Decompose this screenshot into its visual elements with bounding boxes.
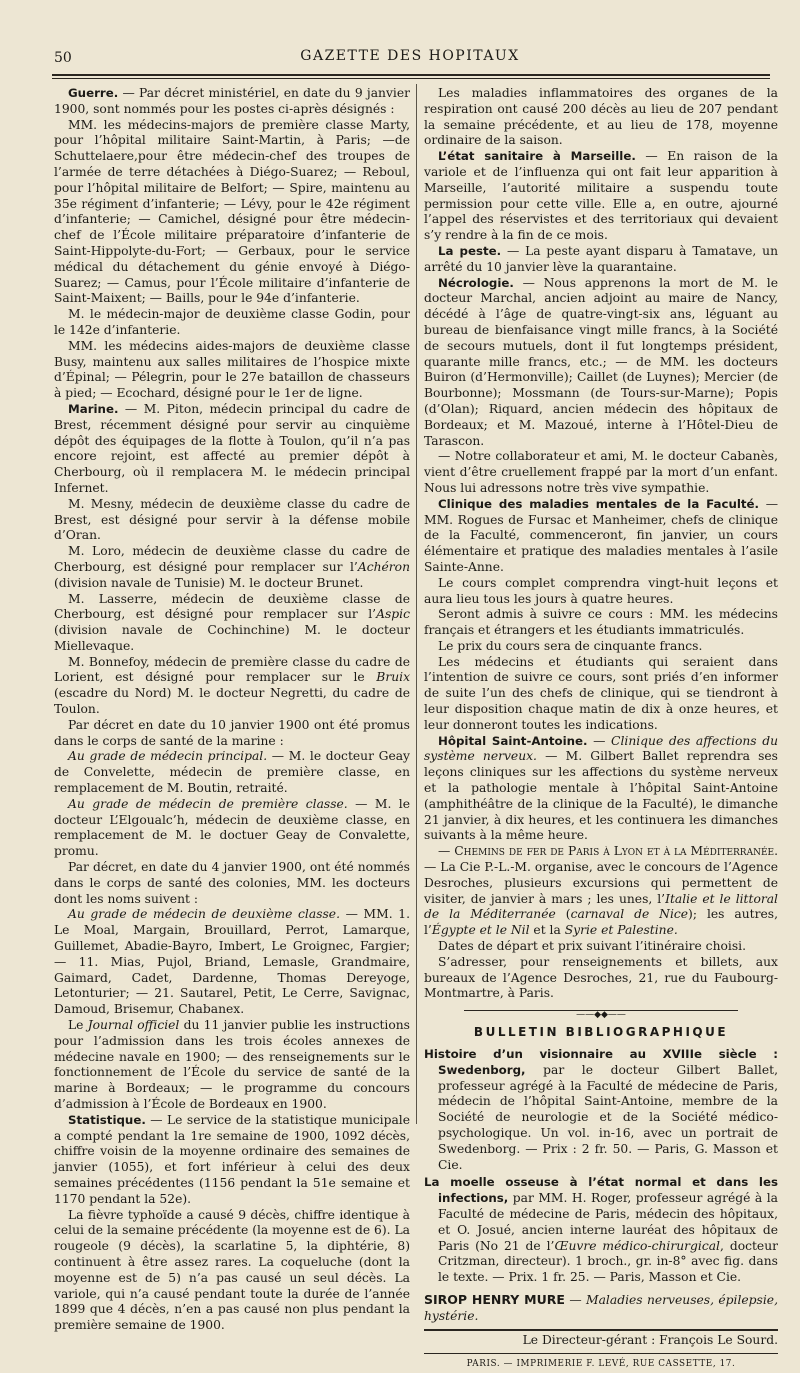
ad-text: — Maladies nerveuses, épilepsie, hystérie. [424, 1292, 778, 1323]
paragraph: La fièvre typhoïde a causé 9 décès, chiffre identique à celui de la semaine précédente (la moyenne est de 6). La rougeole (9 décès), la scarlatine 5, la diphtérie, 8) continuent à être assez rares. La coqueluche (dont la moyenne est de 5) n’a pas causé un seul décès. La variole, qui n’a causé pendant toute la durée de l’année 1899 que 4 décès, n’en a pas causé non plus pendant la première semaine de 1900. [54, 1207, 410, 1333]
paragraph [54, 544, 410, 591]
article-saint-antoine: Hôpital Saint-Antoine. — Clinique des affections du système nerveux. — M. Gilbert Ballet reprendra ses leçons cliniques sur les affections du système nerveux et la pathologie mentale à l’hôpital Saint-Antoine (amphithéâtre de la clinique de la Faculté), le dimanche 21 janvier, à dix heures, et les continuera les dimanches suivants à la même heure. [424, 733, 778, 843]
subheading: Clinique des affections du système nerveux. [424, 733, 778, 764]
grade-label: Au grade de médecin principal. [68, 749, 268, 764]
paragraph-text: — Par décret ministériel, en date du 9 janvier 1900, sont nommés pour les postes ci-après désignés : [54, 86, 410, 116]
section-heading: Guerre. [68, 86, 119, 100]
paragraph [54, 797, 410, 860]
article-necrologie [424, 276, 778, 450]
page-number: 50 [54, 50, 72, 66]
header-rule [52, 74, 770, 76]
section-heading: — Chemins de fer de Paris à Lyon et à la Méditerranée. [438, 844, 778, 859]
bulletin-title: BULLETIN BIBLIOGRAPHIQUE [473, 1025, 729, 1040]
paragraph: MM. les médecins aides-majors de deuxième classe Busy, maintenu aux salles militaires de l’hospice mixte d’Épinal; — Pélegrin, pour le 27e bataillon de chasseurs à pied; — Ecochard, désigné pour le 1er de ligne. [54, 338, 410, 401]
article-clinique [424, 497, 778, 576]
text: M. Lasserre, médecin de deuxième classe de Cherbourg, est désigné pour remplacer sur l’ [54, 591, 410, 622]
text: par le docteur Gilbert Ballet, professeur agrégé à la Faculté de médecine de Paris, médecin de l’hôpital Saint-Antoine, membre de la Société de neurologie et de la Société médico-psychologique. Un vol. in-16, avec un portrait de Swedenborg. — Prix : 2 fr. 50. — Paris, G. Masson et Cie. [438, 1062, 778, 1172]
paragraph-text: — MM. Rogues de Fursac et Manheimer, chefs de clinique de la Faculté, commenceront, fin janvier, un cours élémentaire et pratique des maladies mentales à l’asile Sainte-Anne. [424, 496, 778, 574]
section-heading: Hôpital Saint-Antoine. [438, 733, 588, 748]
article-statistique [54, 1113, 410, 1208]
grade-label: Au grade de médecin de deuxième classe. [68, 907, 340, 922]
paragraph: Le prix du cours sera de cinquante francs. [438, 638, 703, 653]
printer-imprint: PARIS. — IMPRIMERIE F. LEVÉ, RUE CASSETTE, 17. [424, 1353, 778, 1373]
paragraph-text: — M. Gilbert Ballet reprendra ses leçons cliniques sur les affections du système nerveux et la pathologie mentale à l’hôpital Saint-Antoine (amphithéâtre de la clinique de la Faculté), le dimanche 21 janvier, à dix heures, et les continuera les dimanches suivants à la même heure. [424, 749, 778, 843]
paragraph-text: — Nous apprenons la mort de M. le docteur Marchal, ancien adjoint au maire de Nancy, décédé à l’âge de quatre-vingt-six ans, léguant au bureau de bienfaisance vingt mille francs, à la Société de secours mutuels, dont il fut longtemps président, quarante mille francs, etc.; — de MM. les docteurs Buiron (d’Hermonville); Caillet (de Luynes); Mercier (de Bourbonne); Mossmann (de Tours-sur-Marne); Popis (d’Olan); Riquard, ancien médecin des hôpitaux de Bordeaux; et M. Mazoué, interne à l’Hôtel-Dieu de Tarascon. [424, 275, 778, 448]
director-line: Le Directeur-gérant : François Le Sourd. [522, 1332, 778, 1347]
ship-name: Bruix [376, 670, 410, 685]
text: — M. le docteur L’Elgoualc’h, médecin de deuxième classe, en remplacement de M. le doctuer Geay de Convalette, promu. [54, 796, 410, 859]
text: M. Bonnefoy, médecin de première classe du cadre de Lorient, est désigné pour remplacer sur le [54, 654, 410, 685]
text: (division navale de Tunisie) M. le docteur Brunet. [54, 575, 364, 590]
footer-rule [424, 1329, 778, 1331]
column-divider [416, 84, 417, 1124]
text: — La Cie P.-L.-M. organise, avec le concours de l’Agence Desroches, plusieurs excursions qui permettent de visiter, de janvier à mars ; les unes, l’ [424, 860, 778, 906]
text: ); les autres, l’ [424, 907, 778, 938]
paragraph: Par décret, en date du 4 janvier 1900, ont été nommés dans le corps de santé des colonies, MM. les docteurs dont les noms suivent : [54, 860, 410, 906]
ornament: ——◆◆—— [576, 1010, 626, 1021]
section-divider [464, 1010, 738, 1011]
text: — M. le docteur Geay de Convelette, médecin de première classe, en remplacement de M. Boutin, retraité. [54, 749, 411, 796]
paragraph: Par décret en date du 10 janvier 1900 ont été promus dans le corps de santé de la marine : [54, 717, 410, 748]
paragraph [54, 749, 410, 796]
article-chemins-de-fer [424, 844, 778, 939]
paragraph-text: — En raison de la variole et de l’influenza qui ont fait leur apparition à Marseille, l’autorité militaire a suspendu toute permission pour cette ville. Elle a, en outre, ajourné l’appel des réservistes et des territoriaux qui devaient s’y rendre à la fin de ce mois. [424, 149, 778, 243]
paragraph: Les maladies inflammatoires des organes de la respiration ont causé 200 décès au lieu de 207 pendant la semaine précédente, et au lieu de 178, moyenne ordinaire de la saison. [424, 86, 778, 148]
paragraph-text: — Le service de la statistique municipale a compté pendant la 1re semaine de 1900, 1092 décès, chiffre voisin de la moyenne ordinaire des semaines de janvier (1055), et fort inférieur à celui des deux semaines précédentes (1156 pendant la 51e semaine et 1170 pendant la 52e). [54, 1112, 410, 1206]
advertisement [424, 1292, 778, 1325]
text: , docteur Critzman, directeur). 1 broch., gr. in-8° avec fig. dans le texte. — Prix. 1 fr. 25. — Paris, Masson et Cie. [438, 1238, 778, 1285]
book-title: La moelle osseuse à l’état normal et dans les infections, [424, 1175, 778, 1206]
destination: Syrie et Palestine. [564, 923, 678, 938]
text: et la [529, 923, 565, 938]
text: M. Loro, médecin de deuxième classe du cadre de Cherbourg, est désigné pour remplacer sur l’ [54, 544, 410, 574]
paragraph: Seront admis à suivre ce cours : MM. les médecins français et étrangers et les étudiants immatriculés. [424, 607, 778, 638]
text: (division navale de Cochinchine) M. le docteur Miellevaque. [54, 623, 410, 653]
paragraph [54, 1018, 410, 1113]
book-title: Histoire d’un visionnaire au XVIIIe siècle : Swedenborg, [424, 1047, 778, 1077]
paragraph: Les médecins et étudiants qui seraient dans l’intention de suivre ce cours, sont priés d’en informer de suite l’un des chefs de clinique, qui se tiendront à leur disposition chaque matin de dix à onze heures, et leur donneront toutes les indications. [424, 654, 778, 732]
journal-title: GAZETTE DES HOPITAUX [300, 48, 520, 64]
paragraph: Dates de départ et prix suivant l’itinéraire choisi. [438, 939, 746, 954]
paragraph: M. Mesny, médecin de deuxième classe du cadre de Brest, est désigné pour servir à la défense mobile d’Oran. [54, 496, 410, 543]
paragraph: S’adresser, pour renseignements et billets, aux bureaux de l’Agence Desroches, 21, rue du Faubourg-Montmartre, à Paris. [424, 954, 778, 1001]
section-heading: Clinique des maladies mentales de la Faculté. [438, 496, 760, 511]
bibliography-entry [424, 1175, 778, 1286]
grade-label: Au grade de médecin de première classe. [68, 796, 348, 811]
paragraph-text: — La peste ayant disparu à Tamatave, un arrêté du 10 janvier lève la quarantaine. [424, 243, 778, 274]
paragraph: — Notre collaborateur et ami, M. le docteur Cabanès, vient d’être cruellement frappé par la mort d’un enfant. Nous lui adressons notre très vive sympathie. [424, 449, 778, 495]
bibliography-entry [424, 1047, 778, 1173]
paragraph: Le cours complet comprendra vingt-huit leçons et aura lieu tous les jours à quatre heures. [424, 575, 778, 606]
destination: carnaval de Nice [570, 907, 689, 922]
paragraph [54, 907, 410, 1018]
publication-name: Journal officiel [87, 1018, 180, 1033]
header-rule-thin [52, 78, 770, 79]
article-marine [54, 402, 410, 497]
paragraph [54, 655, 410, 718]
text: (escadre du Nord) M. le docteur Negretti, du cadre de Toulon. [54, 686, 410, 717]
right-column [424, 86, 778, 1373]
section-heading: Nécrologie. [438, 275, 514, 290]
ship-name: Aspic [376, 607, 410, 622]
ad-brand: SIROP HENRY MURE [424, 1291, 565, 1307]
paragraph: MM. les médecins-majors de première classe Marty, pour l’hôpital militaire Saint-Martin, à Paris; —de Schuttelaere,pour être médecin-chef des troupes de l’armée de terre détachées à Diégo-Suarez; — Reboul, pour l’hôpital militaire de Belfort; — Spire, maintenu au 35e régiment d’infanterie; — Lévy, pour le 42e régiment d’infanterie; — Camichel, désigné pour être médecin-chef de l’École militaire préparatoire d’infanterie de Saint-Hippolyte-du-Fort; — Gerbaux, pour le service médical du détachement du génie envoyé à Diégo-Suarez; — Camus, pour l’École militaire d’infanterie de Saint-Maixent; — Baills, pour le 94e d’infanterie. [54, 117, 410, 306]
article-marseille [424, 149, 778, 244]
page-header [48, 44, 772, 66]
section-heading: Statistique. [68, 1112, 146, 1127]
paragraph [54, 592, 410, 655]
section-heading: L’état sanitaire à Marseille. [438, 149, 636, 164]
text: Le [68, 1018, 88, 1033]
text: — MM. 1. Le Moal, Margain, Brouillard, Perrot, Lamarque, Guillemet, Abadie-Bayro, Imbert, Le Groignec, Fargier; — 11. Mias, Pujol, Briand, Lemasle, Grandmaire, Gaimard, Cadet, Dardenne, Thomas Dereyoge, Letonturier; — 21. Sautarel, Petit, Le Cerre, Savignac, Damoud, Brisemur, Chabanex. [54, 907, 410, 1017]
paragraph: M. le médecin-major de deuxième classe Godin, pour le 142e d’infanterie. [54, 307, 410, 337]
text: ( [555, 907, 571, 922]
ship-name: Achéron [357, 559, 410, 574]
text: du 11 janvier publie les instructions pour l’admission dans les trois écoles annexes de médecine navale en 1900; — des renseignements sur le fonctionnement de l’École du service de santé de la marine à Bordeaux; — le programme du concours d’admission à l’École de Bordeaux en 1900. [54, 1018, 410, 1111]
article-peste [424, 244, 778, 276]
article-guerre [54, 86, 410, 118]
paragraph-text: — M. Piton, médecin principal du cadre de Brest, récemment désigné pour servir au cinquième dépôt des équipages de la flotte à Toulon, qu’il n’a pas encore rejoint, est affecté au premier dépôt à Cherbourg, où il remplacera M. le médecin principal Infernet. [54, 401, 410, 495]
destination: Italie et le littoral de la Méditerranée [424, 891, 778, 922]
destination: Égypte et le Nil [431, 923, 530, 938]
series-name: Œuvre médico-chirurgical [554, 1238, 720, 1253]
text: par MM. H. Roger, professeur agrégé à la Faculté de médecine de Paris, médecin des hôpitaux, et O. Josué, ancien interne lauréat des hôpitaux de Paris (No 21 de l’ [438, 1191, 778, 1253]
section-heading: Marine. [68, 401, 119, 416]
section-heading: La peste. [438, 243, 502, 258]
